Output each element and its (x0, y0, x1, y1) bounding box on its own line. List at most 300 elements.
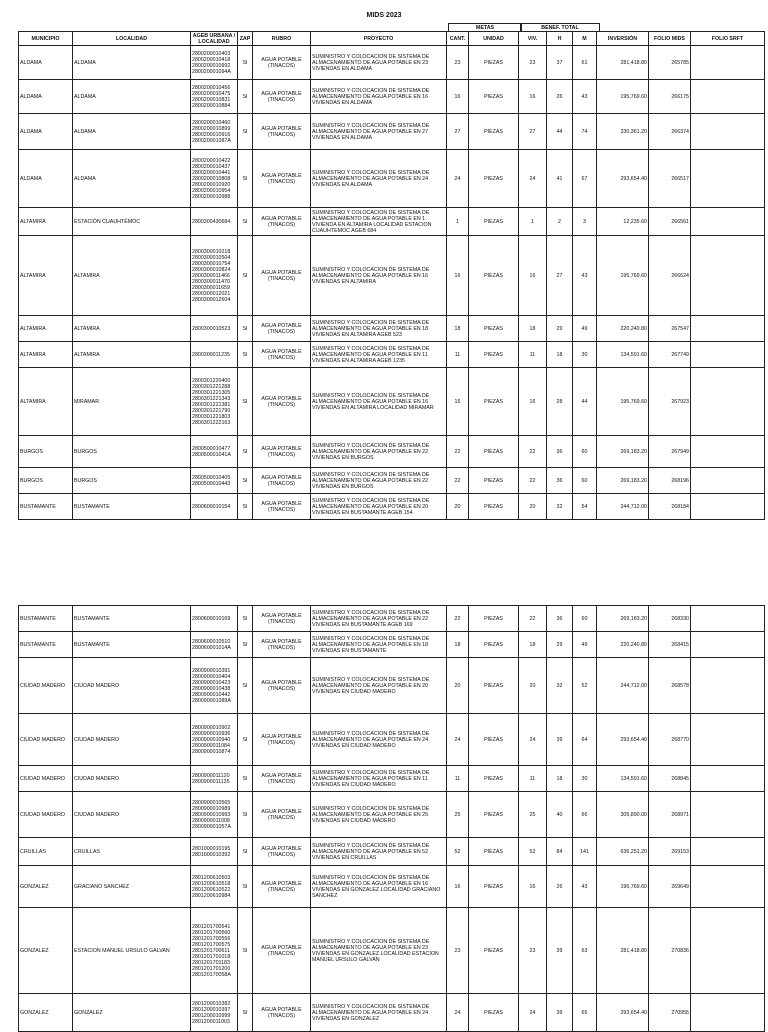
cell-localidad: ESTACION MANUEL URSULO GALVAN (73, 908, 191, 994)
cell-h: 39 (547, 714, 573, 766)
cell-cant: 20 (447, 658, 469, 714)
cell-proyecto: SUMINISTRO Y COLOCACION DE SISTEMA DE ALMACENAMIENTO DE AGUA POTABLE EN 11 VIVIENDAS EN CIUDAD MADERO (311, 766, 447, 792)
cell-folio-mids: 270836 (649, 908, 691, 994)
cell-localidad: BUSTAMANTE (73, 606, 191, 632)
cell-m: 61 (573, 46, 597, 80)
cell-ageb: 2800300011235 (191, 342, 238, 368)
cell-h: 18 (547, 342, 573, 368)
cell-inversion: 220,240.80 (597, 632, 649, 658)
cell-h: 32 (547, 658, 573, 714)
cell-rubro: AGUA POTABLE (TINACOS) (253, 658, 311, 714)
table-row (19, 658, 765, 714)
cell-h: 84 (547, 838, 573, 866)
cell-municipio: ALDAMA (19, 46, 73, 80)
cell-municipio: CIUDAD MADERO (19, 714, 73, 766)
cell-zap: SI (238, 606, 253, 632)
cell-zap: SI (238, 342, 253, 368)
cell-municipio: BUSTAMANTE (19, 606, 73, 632)
cell-h: 29 (547, 632, 573, 658)
cell-cant: 16 (447, 80, 469, 114)
cell-unidad: PIEZAS (469, 766, 519, 792)
col-folio-mids: FOLIO MIDS (649, 32, 691, 46)
cell-proyecto: SUMINISTRO Y COLOCACION DE SISTEMA DE ALMACENAMIENTO DE AGUA POTABLE EN 18 VIVIENDAS EN ALTAMIRA AGEB 523 (311, 316, 447, 342)
cell-proyecto: SUMINISTRO Y COLOCACION DE SISTEMA DE ALMACENAMIENTO DE AGUA POTABLE EN 24 VIVIENDAS EN GONZALEZ (311, 994, 447, 1032)
table-row (19, 368, 765, 436)
cell-zap: SI (238, 632, 253, 658)
cell-ageb: 2800600010154 (191, 494, 238, 520)
cell-proyecto: SUMINISTRO Y COLOCACION DE SISTEMA DE ALMACENAMIENTO DE AGUA POTABLE EN 1 VIVIENDA EN ALTAMIRA LOCALIDAD ESTACION CUAUHTEMOC AGEB 684 (311, 208, 447, 236)
cell-ageb: 2800600010510 280060001014A (191, 632, 238, 658)
cell-localidad: CIUDAD MADERO (73, 658, 191, 714)
cell-unidad: PIEZAS (469, 150, 519, 208)
cell-unidad: PIEZAS (469, 436, 519, 468)
cell-localidad: ALDAMA (73, 114, 191, 150)
cell-rubro: AGUA POTABLE (TINACOS) (253, 316, 311, 342)
cell-folio-mids: 268845 (649, 766, 691, 792)
cell-m: 49 (573, 316, 597, 342)
cell-folio-mids: 266624 (649, 236, 691, 316)
cell-rubro: AGUA POTABLE (TINACOS) (253, 236, 311, 316)
cell-cant: 20 (447, 494, 469, 520)
col-municipio: MUNICIPIO (19, 32, 73, 46)
page-break (0, 579, 768, 605)
cell-folio-mids: 265785 (649, 46, 691, 80)
cell-ageb: 2800500010405 2800500010443 (191, 468, 238, 494)
cell-rubro: AGUA POTABLE (TINACOS) (253, 766, 311, 792)
cell-rubro: AGUA POTABLE (TINACOS) (253, 46, 311, 80)
cell-viv: 24 (519, 994, 547, 1032)
cell-rubro: AGUA POTABLE (TINACOS) (253, 792, 311, 838)
cell-viv: 27 (519, 114, 547, 150)
cell-rubro: AGUA POTABLE (TINACOS) (253, 838, 311, 866)
cell-localidad: ALTAMIRA (73, 236, 191, 316)
col-viv: VIV. (519, 32, 547, 46)
cell-ageb: 2800900011120 2800900011135 (191, 766, 238, 792)
cell-ageb: 2800500010477 280050001041A (191, 436, 238, 468)
col-h: H (547, 32, 573, 46)
group-header-metas: METAS (448, 23, 522, 32)
cell-ageb: 2800900010565 2800900010989 2800900010993 2800900011008 280090001057A (191, 792, 238, 838)
cell-proyecto: SUMINISTRO Y COLOCACION DE SISTEMA DE ALMACENAMIENTO DE AGUA POTABLE EN 22 VIVIENDAS EN BUSTAMANTE AGEB 169 (311, 606, 447, 632)
cell-folio-mids: 269153 (649, 838, 691, 866)
cell-h: 44 (547, 114, 573, 150)
cell-m: 60 (573, 606, 597, 632)
cell-ageb: 2800600010169 (191, 606, 238, 632)
cell-m: 43 (573, 866, 597, 908)
cell-folio-mids: 266374 (649, 114, 691, 150)
projects-table-page-1 (18, 31, 765, 520)
cell-h: 39 (547, 908, 573, 994)
cell-h: 27 (547, 236, 573, 316)
cell-inversion: 12,235.60 (597, 208, 649, 236)
cell-h: 40 (547, 792, 573, 838)
sheet-page-2 (18, 605, 764, 1032)
cell-rubro: AGUA POTABLE (TINACOS) (253, 342, 311, 368)
cell-localidad: GRACIANO SANCHEZ (73, 866, 191, 908)
cell-proyecto: SUMINISTRO Y COLOCACION DE SISTEMA DE ALMACENAMIENTO DE AGUA POTABLE EN 22 VIVIENDAS EN BURGOS (311, 436, 447, 468)
cell-rubro: AGUA POTABLE (TINACOS) (253, 494, 311, 520)
cell-folio-srft (691, 658, 765, 714)
cell-viv: 1 (519, 208, 547, 236)
cell-ageb: 2800200010460 2800200010899 2800200010916 280020001087A (191, 114, 238, 150)
cell-inversion: 269,183.20 (597, 436, 649, 468)
cell-cant: 24 (447, 994, 469, 1032)
cell-h: 28 (547, 368, 573, 436)
cell-localidad: BUSTAMANTE (73, 632, 191, 658)
cell-viv: 16 (519, 368, 547, 436)
cell-folio-mids: 267547 (649, 316, 691, 342)
cell-m: 54 (573, 494, 597, 520)
cell-folio-srft (691, 766, 765, 792)
cell-h: 37 (547, 46, 573, 80)
cell-zap: SI (238, 80, 253, 114)
cell-unidad: PIEZAS (469, 792, 519, 838)
col-ageb: AGEB URBANA / LOCALIDAD (191, 32, 238, 46)
cell-inversion: 281,418.80 (597, 908, 649, 994)
cell-zap: SI (238, 114, 253, 150)
cell-cant: 52 (447, 838, 469, 866)
cell-inversion: 220,240.80 (597, 316, 649, 342)
cell-zap: SI (238, 658, 253, 714)
cell-viv: 22 (519, 606, 547, 632)
cell-proyecto: SUMINISTRO Y COLOCACION DE SISTEMA DE ALMACENAMIENTO DE AGUA POTABLE EN 18 VIVIENDAS EN BUSTAMANTE (311, 632, 447, 658)
cell-municipio: CIUDAD MADERO (19, 792, 73, 838)
cell-cant: 11 (447, 766, 469, 792)
cell-municipio: ALTAMIRA (19, 316, 73, 342)
cell-cant: 25 (447, 792, 469, 838)
cell-proyecto: SUMINISTRO Y COLOCACION DE SISTEMA DE ALMACENAMIENTO DE AGUA POTABLE EN 16 VIVIENDAS EN ALTAMIRA LOCALIDAD MIRAMAR (311, 368, 447, 436)
cell-zap: SI (238, 994, 253, 1032)
cell-m: 67 (573, 150, 597, 208)
cell-folio-srft (691, 436, 765, 468)
col-rubro: RUBRO (253, 32, 311, 46)
cell-municipio: ALTAMIRA (19, 342, 73, 368)
cell-municipio: CIUDAD MADERO (19, 658, 73, 714)
cell-municipio: ALDAMA (19, 80, 73, 114)
col-m: M (573, 32, 597, 46)
cell-ageb: 2800900010902 2800900010936 2800900010940 2800900011084 2800900010874 (191, 714, 238, 766)
cell-viv: 16 (519, 236, 547, 316)
table-row (19, 436, 765, 468)
cell-folio-mids: 268196 (649, 468, 691, 494)
cell-m: 52 (573, 658, 597, 714)
cell-municipio: GONZALEZ (19, 908, 73, 994)
cell-h: 26 (547, 80, 573, 114)
cell-proyecto: SUMINISTRO Y COLOCACION DE SISTEMA DE ALMACENAMIENTO DE AGUA POTABLE EN 16 VIVIENDAS EN ALDAMA (311, 80, 447, 114)
cell-m: 66 (573, 792, 597, 838)
table-row (19, 908, 765, 994)
cell-cant: 23 (447, 908, 469, 994)
cell-rubro: AGUA POTABLE (TINACOS) (253, 368, 311, 436)
cell-proyecto: SUMINISTRO Y COLOCACION DE SISTEMA DE ALMACENAMIENTO DE AGUA POTABLE EN 24 VIVIENDAS EN ALDAMA (311, 150, 447, 208)
cell-viv: 11 (519, 766, 547, 792)
cell-folio-mids: 266561 (649, 208, 691, 236)
cell-zap: SI (238, 236, 253, 316)
cell-municipio: ALDAMA (19, 114, 73, 150)
cell-unidad: PIEZAS (469, 908, 519, 994)
cell-unidad: PIEZAS (469, 606, 519, 632)
cell-cant: 27 (447, 114, 469, 150)
cell-folio-srft (691, 908, 765, 994)
cell-municipio: ALDAMA (19, 150, 73, 208)
cell-unidad: PIEZAS (469, 994, 519, 1032)
cell-folio-srft (691, 866, 765, 908)
cell-rubro: AGUA POTABLE (TINACOS) (253, 866, 311, 908)
table-row (19, 342, 765, 368)
cell-municipio: BUSTAMANTE (19, 632, 73, 658)
cell-zap: SI (238, 150, 253, 208)
cell-rubro: AGUA POTABLE (TINACOS) (253, 150, 311, 208)
col-proyecto: PROYECTO (311, 32, 447, 46)
table-row (19, 46, 765, 80)
cell-localidad: BURGOS (73, 436, 191, 468)
cell-h: 39 (547, 994, 573, 1032)
cell-zap: SI (238, 766, 253, 792)
cell-folio-srft (691, 468, 765, 494)
header-row (19, 32, 765, 46)
cell-folio-srft (691, 150, 765, 208)
cell-inversion: 281,418.80 (597, 46, 649, 80)
cell-inversion: 305,890.00 (597, 792, 649, 838)
cell-folio-mids: 267949 (649, 436, 691, 468)
cell-municipio: GONZALEZ (19, 994, 73, 1032)
col-inversion: INVERSIÓN (597, 32, 649, 46)
cell-inversion: 330,361.20 (597, 114, 649, 150)
cell-municipio: ALTAMIRA (19, 368, 73, 436)
cell-viv: 16 (519, 866, 547, 908)
cell-proyecto: SUMINISTRO Y COLOCACION DE SISTEMA DE ALMACENAMIENTO DE AGUA POTABLE EN 52 VIVIENDAS EN CRUILLAS (311, 838, 447, 866)
cell-zap: SI (238, 368, 253, 436)
cell-localidad: BURGOS (73, 468, 191, 494)
cell-ageb: 2801000010195 2801000010392 (191, 838, 238, 866)
group-header-benef: BENEF. TOTAL (520, 23, 600, 32)
cell-proyecto: SUMINISTRO Y COLOCACION DE SISTEMA DE ALMACENAMIENTO DE AGUA POTABLE EN 16 VIVIENDAS EN GONZALEZ LOCALIDAD GRACIANO SANCHEZ (311, 866, 447, 908)
cell-unidad: PIEZAS (469, 658, 519, 714)
cell-localidad: BUSTAMANTE (73, 494, 191, 520)
cell-cant: 18 (447, 316, 469, 342)
cell-proyecto: SUMINISTRO Y COLOCACION DE SISTEMA DE ALMACENAMIENTO DE AGUA POTABLE EN 22 VIVIENDAS EN BURGOS (311, 468, 447, 494)
cell-rubro: AGUA POTABLE (TINACOS) (253, 632, 311, 658)
cell-zap: SI (238, 316, 253, 342)
cell-localidad: CRUILLAS (73, 838, 191, 866)
cell-viv: 20 (519, 494, 547, 520)
cell-zap: SI (238, 208, 253, 236)
cell-h: 36 (547, 436, 573, 468)
cell-m: 74 (573, 114, 597, 150)
cell-proyecto: SUMINISTRO Y COLOCACION DE SISTEMA DE ALMACENAMIENTO DE AGUA POTABLE EN 25 VIVIENDAS EN CIUDAD MADERO (311, 792, 447, 838)
cell-unidad: PIEZAS (469, 368, 519, 436)
cell-unidad: PIEZAS (469, 494, 519, 520)
cell-cant: 18 (447, 632, 469, 658)
cell-folio-srft (691, 208, 765, 236)
cell-m: 63 (573, 908, 597, 994)
cell-localidad: CIUDAD MADERO (73, 792, 191, 838)
cell-folio-srft (691, 606, 765, 632)
cell-cant: 24 (447, 150, 469, 208)
cell-cant: 16 (447, 368, 469, 436)
cell-viv: 20 (519, 658, 547, 714)
cell-h: 18 (547, 766, 573, 792)
cell-rubro: AGUA POTABLE (TINACOS) (253, 606, 311, 632)
cell-municipio: BURGOS (19, 468, 73, 494)
cell-localidad: ALDAMA (73, 80, 191, 114)
cell-zap: SI (238, 838, 253, 866)
cell-proyecto: SUMINISTRO Y COLOCACION DE SISTEMA DE ALMACENAMIENTO DE AGUA POTABLE EN 24 VIVIENDAS EN CIUDAD MADERO (311, 714, 447, 766)
cell-unidad: PIEZAS (469, 46, 519, 80)
cell-viv: 16 (519, 80, 547, 114)
cell-zap: SI (238, 866, 253, 908)
cell-inversion: 134,591.60 (597, 766, 649, 792)
page-title: MIDS 2023 (366, 12, 402, 19)
cell-inversion: 195,769.60 (597, 866, 649, 908)
cell-folio-mids: 268184 (649, 494, 691, 520)
cell-h: 41 (547, 150, 573, 208)
cell-inversion: 244,712.00 (597, 658, 649, 714)
cell-folio-mids: 267749 (649, 342, 691, 368)
cell-h: 36 (547, 468, 573, 494)
cell-proyecto: SUMINISTRO Y COLOCACION DE SISTEMA DE ALMACENAMIENTO DE AGUA POTABLE EN 20 VIVIENDAS EN BUSTAMANTE AGEB 154 (311, 494, 447, 520)
cell-proyecto: SUMINISTRO Y COLOCACION DE SISTEMA DE ALMACENAMIENTO DE AGUA POTABLE EN 11 VIVIENDAS EN ALTAMIRA AGEB 1235 (311, 342, 447, 368)
cell-h: 29 (547, 316, 573, 342)
cell-m: 65 (573, 994, 597, 1032)
cell-viv: 18 (519, 316, 547, 342)
cell-cant: 22 (447, 468, 469, 494)
cell-cant: 16 (447, 866, 469, 908)
cell-municipio: GONZALEZ (19, 866, 73, 908)
table-row (19, 150, 765, 208)
cell-m: 141 (573, 838, 597, 866)
cell-viv: 11 (519, 342, 547, 368)
cell-folio-mids: 268770 (649, 714, 691, 766)
cell-inversion: 269,183.20 (597, 468, 649, 494)
cell-proyecto: SUMINISTRO Y COLOCACION DE SISTEMA DE ALMACENAMIENTO DE AGUA POTABLE EN 23 VIVIENDAS EN GONZALEZ LOCALIDAD ESTACION MANUEL URSULO GALVAN (311, 908, 447, 994)
cell-localidad: ALTAMIRA (73, 316, 191, 342)
cell-folio-srft (691, 236, 765, 316)
cell-municipio: CIUDAD MADERO (19, 766, 73, 792)
projects-table-page-2 (18, 605, 765, 1032)
table-row (19, 994, 765, 1032)
cell-ageb: 2800900010391 2800900010404 2800900010423 2800900010438 2800900010442 280090001089A (191, 658, 238, 714)
cell-folio-mids: 270955 (649, 994, 691, 1032)
cell-rubro: AGUA POTABLE (TINACOS) (253, 114, 311, 150)
cell-m: 30 (573, 766, 597, 792)
col-zap: ZAP (238, 32, 253, 46)
cell-municipio: ALTAMIRA (19, 208, 73, 236)
cell-folio-srft (691, 714, 765, 766)
cell-unidad: PIEZAS (469, 866, 519, 908)
cell-cant: 23 (447, 46, 469, 80)
table-row (19, 236, 765, 316)
cell-ageb: 2800200010456 2800200010475 2800200010831 2800200010884 (191, 80, 238, 114)
cell-unidad: PIEZAS (469, 208, 519, 236)
table-row (19, 792, 765, 838)
cell-h: 26 (547, 866, 573, 908)
cell-rubro: AGUA POTABLE (TINACOS) (253, 908, 311, 994)
table-row (19, 606, 765, 632)
cell-inversion: 293,654.40 (597, 150, 649, 208)
cell-folio-srft (691, 316, 765, 342)
cell-folio-mids: 268415 (649, 632, 691, 658)
col-localidad: LOCALIDAD (73, 32, 191, 46)
cell-localidad: ALTAMIRA (73, 342, 191, 368)
cell-zap: SI (238, 46, 253, 80)
cell-rubro: AGUA POTABLE (TINACOS) (253, 436, 311, 468)
cell-viv: 18 (519, 632, 547, 658)
cell-unidad: PIEZAS (469, 714, 519, 766)
cell-localidad: CIUDAD MADERO (73, 766, 191, 792)
cell-folio-srft (691, 80, 765, 114)
cell-viv: 22 (519, 468, 547, 494)
cell-m: 30 (573, 342, 597, 368)
cell-viv: 23 (519, 46, 547, 80)
cell-folio-srft (691, 46, 765, 80)
cell-viv: 25 (519, 792, 547, 838)
cell-inversion: 195,769.60 (597, 368, 649, 436)
cell-inversion: 244,712.00 (597, 494, 649, 520)
cell-m: 60 (573, 468, 597, 494)
cell-folio-mids: 268971 (649, 792, 691, 838)
cell-viv: 24 (519, 150, 547, 208)
cell-unidad: PIEZAS (469, 632, 519, 658)
cell-folio-srft (691, 494, 765, 520)
cell-folio-mids: 267923 (649, 368, 691, 436)
cell-folio-srft (691, 342, 765, 368)
cell-municipio: BUSTAMANTE (19, 494, 73, 520)
sheet-page-1 (18, 31, 764, 520)
cell-cant: 22 (447, 606, 469, 632)
cell-zap: SI (238, 436, 253, 468)
cell-cant: 24 (447, 714, 469, 766)
cell-inversion: 636,251.20 (597, 838, 649, 866)
cell-unidad: PIEZAS (469, 468, 519, 494)
cell-zap: SI (238, 908, 253, 994)
cell-viv: 23 (519, 908, 547, 994)
cell-municipio: CRUILLAS (19, 838, 73, 866)
cell-cant: 16 (447, 236, 469, 316)
cell-folio-srft (691, 632, 765, 658)
cell-folio-srft (691, 838, 765, 866)
cell-viv: 52 (519, 838, 547, 866)
cell-viv: 22 (519, 436, 547, 468)
cell-proyecto: SUMINISTRO Y COLOCACION DE SISTEMA DE ALMACENAMIENTO DE AGUA POTABLE EN 23 VIVIENDAS EN ALDAMA (311, 46, 447, 80)
cell-unidad: PIEZAS (469, 316, 519, 342)
cell-ageb: 2801200610503 2801200610518 2801200610522 2801200610984 (191, 866, 238, 908)
cell-folio-mids: 269649 (649, 866, 691, 908)
cell-m: 43 (573, 80, 597, 114)
cell-rubro: AGUA POTABLE (TINACOS) (253, 994, 311, 1032)
cell-viv: 24 (519, 714, 547, 766)
cell-inversion: 293,654.40 (597, 994, 649, 1032)
cell-ageb: 2800200010422 2800200010437 2800200010441 2800200010808 2800200010920 2800200010954 2800200010988 (191, 150, 238, 208)
cell-rubro: AGUA POTABLE (TINACOS) (253, 468, 311, 494)
cell-cant: 1 (447, 208, 469, 236)
cell-folio-srft (691, 114, 765, 150)
cell-unidad: PIEZAS (469, 80, 519, 114)
cell-folio-mids: 266175 (649, 80, 691, 114)
cell-ageb: 2800300010523 (191, 316, 238, 342)
table-row (19, 714, 765, 766)
cell-rubro: AGUA POTABLE (TINACOS) (253, 208, 311, 236)
cell-folio-mids: 266517 (649, 150, 691, 208)
cell-ageb: 2800200010403 2800200010418 2800200010992 280020001094A (191, 46, 238, 80)
cell-unidad: PIEZAS (469, 838, 519, 866)
cell-localidad: ALDAMA (73, 46, 191, 80)
cell-h: 32 (547, 494, 573, 520)
cell-inversion: 195,769.60 (597, 236, 649, 316)
table-row (19, 468, 765, 494)
cell-localidad: ESTACIÓN CUAUHTÉMOC (73, 208, 191, 236)
cell-proyecto: SUMINISTRO Y COLOCACION DE SISTEMA DE ALMACENAMIENTO DE AGUA POTABLE EN 20 VIVIENDAS EN CIUDAD MADERO (311, 658, 447, 714)
